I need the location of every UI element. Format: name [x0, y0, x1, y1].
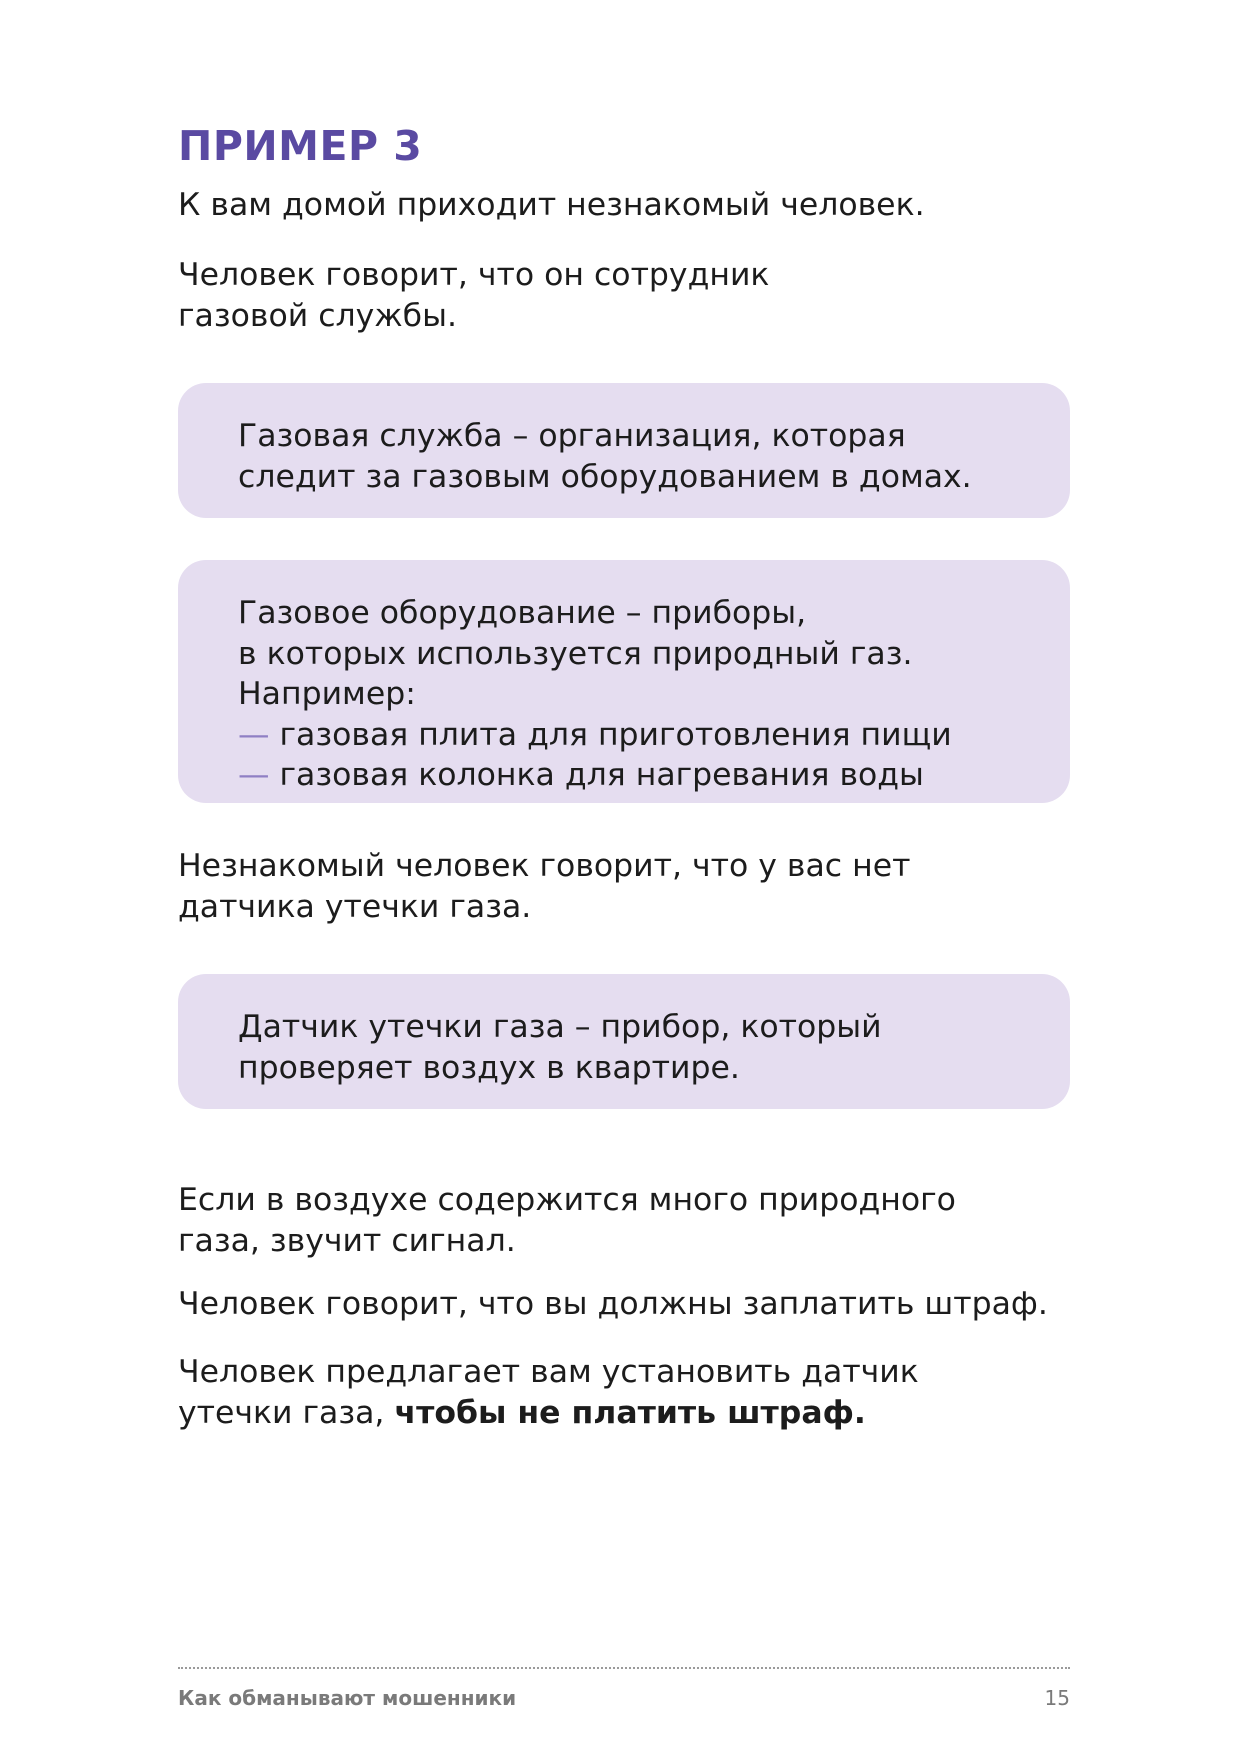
text-line: Человек говорит, что вы должны заплатить штраф. [178, 1286, 1048, 1322]
list-item-text: газовая колонка для нагревания воды [279, 757, 924, 793]
paragraph-offer [178, 1352, 1098, 1434]
dash-marker: — [238, 716, 270, 753]
list-item [238, 715, 1070, 756]
paragraph-stranger-arrives [178, 185, 1098, 226]
definition-line: Датчик утечки газа – прибор, который [238, 1009, 882, 1045]
paragraph-no-detector [178, 846, 1098, 928]
footer-divider [178, 1667, 1070, 1669]
list-item [238, 755, 1070, 796]
definition-line: Например: [238, 676, 416, 712]
definition-box-gas-service [178, 383, 1070, 518]
text-line: утечки газа, [178, 1395, 395, 1431]
text-line: газовой службы. [178, 298, 457, 334]
paragraph-signal [178, 1180, 1098, 1262]
text-line: датчика утечки газа. [178, 889, 532, 925]
page-heading: ПРИМЕР 3 [178, 122, 423, 170]
text-line: Если в воздухе содержится много природного [178, 1182, 956, 1218]
text-line: Человек говорит, что он сотрудник [178, 257, 770, 293]
page-number: 15 [1044, 1686, 1070, 1710]
footer-title: Как обманывают мошенники [178, 1686, 517, 1710]
text-line: Незнакомый человек говорит, что у вас нет [178, 848, 911, 884]
list-item-text: газовая плита для приготовления пищи [279, 716, 952, 753]
definition-line: следит за газовым оборудованием в домах. [238, 458, 972, 495]
definition-line: Газовая служба – организация, которая [238, 418, 906, 454]
definition-box-gas-equipment [178, 560, 1070, 803]
definition-line: в которых используется природный газ. [238, 635, 913, 672]
dash-marker: — [238, 757, 270, 793]
definition-line: проверяет воздух в квартире. [238, 1049, 740, 1086]
definition-line: Газовое оборудование – приборы, [238, 595, 807, 631]
text-line: газа, звучит сигнал. [178, 1223, 516, 1259]
paragraph-gas-service-claim [178, 255, 1098, 337]
paragraph-fine [178, 1284, 1098, 1325]
emphasis-text: чтобы не платить штраф. [394, 1395, 866, 1431]
text-line: Человек предлагает вам установить датчик [178, 1354, 919, 1390]
definition-box-gas-detector [178, 974, 1070, 1109]
text-line: К вам домой приходит незнакомый человек. [178, 187, 925, 223]
